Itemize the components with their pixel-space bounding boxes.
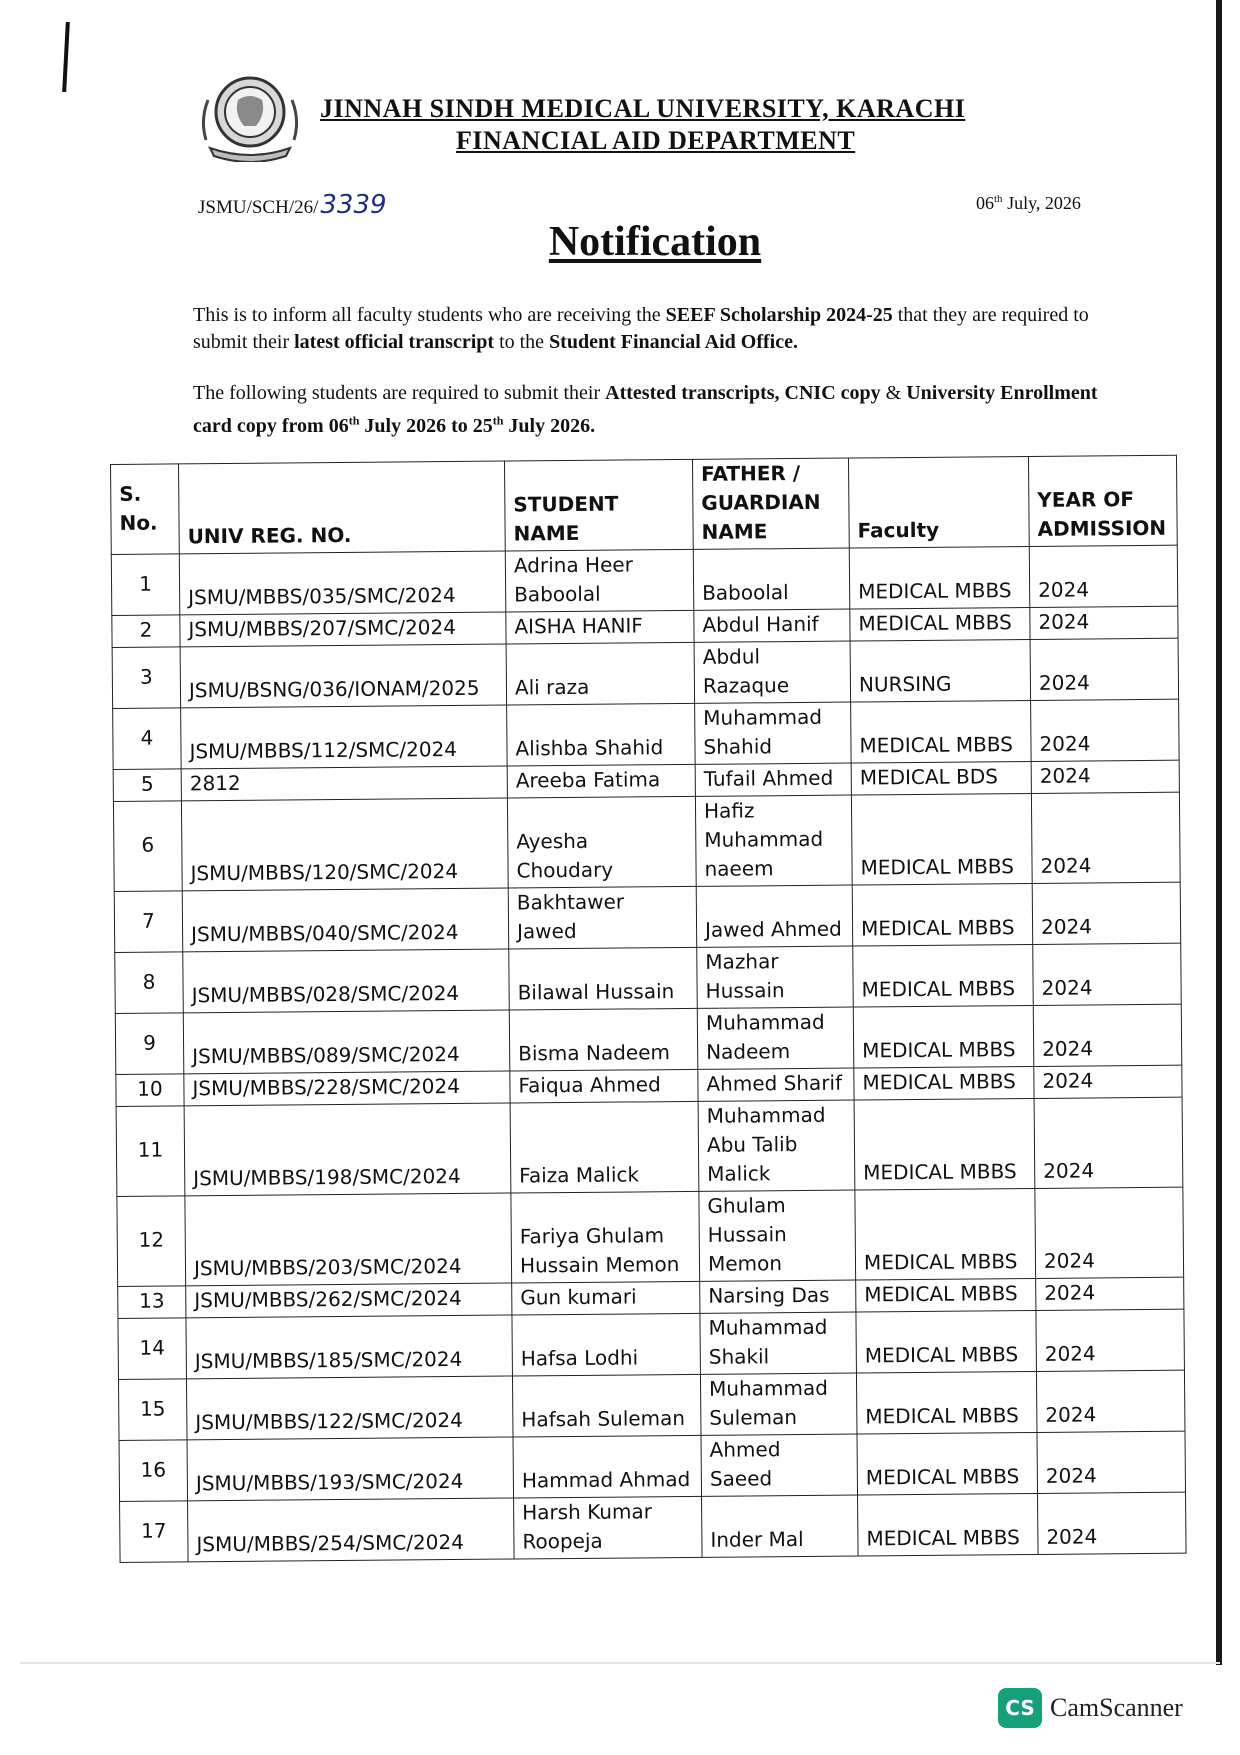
cell-name: Fariya Ghulam Hussain Memon <box>511 1191 700 1283</box>
req-text-1: The following students are required to submit their <box>193 382 606 404</box>
cell-sno: 16 <box>119 1440 188 1502</box>
cell-year: 2024 <box>1031 760 1179 793</box>
cell-reg: JSMU/MBBS/193/SMC/2024 <box>187 1437 514 1501</box>
cell-faculty: MEDICAL MBBS <box>858 1493 1039 1556</box>
reference-handwritten-number: 3339 <box>320 190 387 220</box>
intro-bold-1: SEEF Scholarship 2024-25 <box>665 304 893 326</box>
intro-bold-3: Student Financial Aid Office. <box>549 331 798 353</box>
reference-prefix: JSMU/SCH/26/ <box>198 197 319 218</box>
cell-sno: 8 <box>115 952 184 1014</box>
cell-father: Ahmed Saeed <box>701 1434 858 1496</box>
cell-year: 2024 <box>1033 943 1182 1005</box>
cell-faculty: MEDICAL MBBS <box>856 1278 1036 1312</box>
table-row <box>115 943 1181 1013</box>
cell-sno: 4 <box>113 708 182 770</box>
req-bold-1: Attested transcripts, CNIC copy <box>605 382 881 404</box>
cell-faculty: MEDICAL MBBS <box>853 1005 1034 1068</box>
cell-name: Hafsa Lodhi <box>512 1313 701 1376</box>
cell-faculty: MEDICAL MBBS <box>853 944 1034 1007</box>
table-row <box>113 792 1180 891</box>
cell-faculty: MEDICAL MBBS <box>854 1066 1034 1100</box>
cell-reg: JSMU/MBBS/185/SMC/2024 <box>186 1315 513 1379</box>
cell-father: Mazhar Hussain <box>697 946 854 1008</box>
cell-faculty: MEDICAL MBBS <box>856 1310 1037 1373</box>
cell-sno: 5 <box>113 769 181 802</box>
cell-reg: JSMU/MBBS/203/SMC/2024 <box>185 1193 512 1286</box>
cell-name: Ali raza <box>506 642 695 705</box>
cell-faculty: MEDICAL MBBS <box>850 607 1030 641</box>
req-sup-2: th <box>492 413 504 427</box>
col-header-sno: S. No. <box>111 464 180 555</box>
cell-reg: JSMU/MBBS/254/SMC/2024 <box>188 1498 515 1562</box>
cell-father: Muhammad Shahid <box>695 702 852 764</box>
cell-sno: 7 <box>114 891 183 953</box>
cell-name: Hammad Ahmad <box>513 1435 702 1498</box>
cell-reg: JSMU/MBBS/198/SMC/2024 <box>184 1103 511 1196</box>
cell-reg: JSMU/MBBS/028/SMC/2024 <box>183 949 510 1013</box>
table-row <box>120 1492 1186 1562</box>
cell-reg: JSMU/MBBS/040/SMC/2024 <box>182 888 509 952</box>
cell-name: Harsh Kumar Roopeja <box>514 1496 703 1559</box>
table-row <box>115 1004 1181 1074</box>
req-bold-4: July 2026. <box>503 414 596 437</box>
cell-reg: JSMU/MBBS/207/SMC/2024 <box>180 612 506 647</box>
req-sup-1: th <box>348 413 360 427</box>
cell-father: Abdul Hanif <box>694 609 850 642</box>
cell-father: Muhammad Suleman <box>700 1373 857 1435</box>
cell-faculty: MEDICAL MBBS <box>849 546 1030 609</box>
cell-name: AISHA HANIF <box>506 610 694 644</box>
cell-reg: JSMU/MBBS/112/SMC/2024 <box>181 705 508 769</box>
cell-faculty: MEDICAL MBBS <box>857 1432 1038 1495</box>
cell-faculty: MEDICAL MBBS <box>854 1098 1035 1190</box>
cell-year: 2024 <box>1037 1431 1186 1493</box>
pen-mark <box>62 22 70 92</box>
cell-year: 2024 <box>1034 1097 1183 1188</box>
cell-sno: 15 <box>118 1379 187 1441</box>
cell-father: Jawed Ahmed <box>696 885 853 947</box>
cell-reg: JSMU/BSNG/036/IONAM/2025 <box>180 644 507 708</box>
cell-year: 2024 <box>1033 1004 1182 1066</box>
cell-year: 2024 <box>1034 1065 1182 1098</box>
cell-father: Inder Mal <box>702 1495 859 1557</box>
cell-reg: JSMU/MBBS/262/SMC/2024 <box>186 1283 512 1318</box>
requirements-paragraph <box>193 380 1113 440</box>
table-row <box>111 545 1177 615</box>
cell-year: 2024 <box>1036 1309 1185 1371</box>
cell-year: 2024 <box>1032 882 1181 944</box>
cell-name: Bilawal Hussain <box>509 947 698 1010</box>
date-suffix: th <box>994 193 1003 205</box>
cell-sno: 10 <box>116 1074 184 1107</box>
cell-faculty: MEDICAL MBBS <box>851 700 1032 763</box>
cell-reg: JSMU/MBBS/228/SMC/2024 <box>184 1071 510 1106</box>
date-month-year: July, 2026 <box>1002 193 1081 213</box>
cell-father: Ghulam Hussain Memon <box>699 1190 856 1281</box>
intro-text-2: that they are required to submit their <box>193 304 1089 353</box>
table-row <box>113 699 1179 769</box>
issue-date <box>976 193 1081 214</box>
cell-year: 2024 <box>1035 1187 1184 1278</box>
table-row <box>112 638 1178 708</box>
intro-text-3: to the <box>494 331 550 353</box>
cell-year: 2024 <box>1036 1370 1185 1432</box>
col-header-year: YEAR OF ADMISSION <box>1028 455 1177 546</box>
req-bold-2: University Enrollment card copy from 06 <box>193 382 1098 437</box>
cell-name: Hafsah Suleman <box>512 1374 701 1437</box>
cell-year: 2024 <box>1029 545 1178 607</box>
cell-reg: JSMU/MBBS/089/SMC/2024 <box>183 1010 510 1074</box>
intro-bold-2: latest official transcript <box>294 331 495 353</box>
cell-sno: 1 <box>111 554 180 616</box>
col-header-name: STUDENT NAME <box>504 459 693 551</box>
cell-name: Ayesha Choudary <box>507 796 696 888</box>
page-edge-bottom <box>20 1662 1220 1664</box>
cell-name: Bisma Nadeem <box>509 1008 698 1071</box>
cell-sno: 13 <box>118 1286 186 1319</box>
cell-sno: 14 <box>118 1318 187 1380</box>
cell-name: Gun kumari <box>512 1281 700 1315</box>
table-row <box>114 882 1180 952</box>
cell-reg: JSMU/MBBS/122/SMC/2024 <box>186 1376 513 1440</box>
table-header-row <box>111 455 1178 554</box>
cell-sno: 6 <box>113 801 182 892</box>
table-row <box>116 1097 1183 1196</box>
cell-year: 2024 <box>1036 1277 1184 1310</box>
camscanner-logo-icon: CS <box>998 1688 1042 1728</box>
table-row <box>118 1309 1184 1379</box>
cell-father: Baboolal <box>693 548 850 610</box>
cell-father: Ahmed Sharif <box>698 1068 854 1101</box>
req-text-2: & <box>880 382 907 404</box>
table-body <box>111 545 1186 1562</box>
university-seal-icon <box>196 70 304 162</box>
cell-faculty: MEDICAL BDS <box>851 761 1031 795</box>
cell-sno: 12 <box>117 1196 186 1287</box>
date-day: 06 <box>976 193 994 213</box>
cell-father: Abdul Razaque <box>694 641 851 703</box>
cell-sno: 3 <box>112 647 181 709</box>
cell-reg: JSMU/MBBS/035/SMC/2024 <box>179 551 506 615</box>
cell-father: Hafiz Muhammad naeem <box>695 795 852 886</box>
intro-paragraph <box>193 302 1113 356</box>
cell-name: Areeba Fatima <box>507 764 695 798</box>
students-table-wrapper <box>110 455 1186 1563</box>
reference-number <box>198 190 387 220</box>
cell-faculty: MEDICAL MBBS <box>856 1371 1037 1434</box>
table-row <box>117 1187 1184 1286</box>
req-bold-3: July 2026 to 25 <box>359 414 493 437</box>
cell-father: Muhammad Abu Talib Malick <box>698 1100 855 1191</box>
cell-sno: 11 <box>116 1106 185 1197</box>
cell-faculty: MEDICAL MBBS <box>851 793 1032 885</box>
cell-year: 2024 <box>1038 1492 1187 1554</box>
table-row <box>119 1431 1185 1501</box>
page-title: Notification <box>548 219 762 265</box>
cell-year: 2024 <box>1030 638 1179 700</box>
col-header-faculty: Faculty <box>848 456 1029 548</box>
cell-faculty: NURSING <box>850 639 1031 702</box>
cell-father: Muhammad Shakil <box>700 1312 857 1374</box>
university-name: JINNAH SINDH MEDICAL UNIVERSITY, KARACHI <box>320 94 966 123</box>
cell-year: 2024 <box>1031 792 1180 883</box>
cell-year: 2024 <box>1030 606 1178 639</box>
col-header-reg: UNIV REG. NO. <box>179 461 506 554</box>
cell-name: Faiza Malick <box>510 1101 699 1193</box>
cell-reg: 2812 <box>181 766 507 801</box>
cell-faculty: MEDICAL MBBS <box>855 1188 1036 1280</box>
table-row <box>118 1370 1184 1440</box>
cell-father: Muhammad Nadeem <box>697 1007 854 1069</box>
cell-name: Alishba Shahid <box>507 703 696 766</box>
cell-year: 2024 <box>1031 699 1180 761</box>
col-header-father: FATHER / GUARDIAN NAME <box>692 458 849 549</box>
cell-sno: 9 <box>115 1013 184 1075</box>
cell-reg: JSMU/MBBS/120/SMC/2024 <box>181 798 508 891</box>
cell-sno: 2 <box>112 615 180 648</box>
camscanner-watermark: CamScanner <box>1050 1693 1183 1722</box>
cell-name: Adrina Heer Baboolal <box>505 549 694 612</box>
cell-sno: 17 <box>120 1501 189 1563</box>
cell-faculty: MEDICAL MBBS <box>852 883 1033 946</box>
cell-name: Bakhtawer Jawed <box>508 886 697 949</box>
students-table <box>110 455 1187 1563</box>
intro-text-1: This is to inform all faculty students who are receiving the <box>193 304 666 326</box>
cell-name: Faiqua Ahmed <box>510 1069 698 1103</box>
cell-father: Tufail Ahmed <box>695 763 851 796</box>
department-name: FINANCIAL AID DEPARTMENT <box>456 126 856 155</box>
cell-father: Narsing Das <box>700 1280 856 1313</box>
